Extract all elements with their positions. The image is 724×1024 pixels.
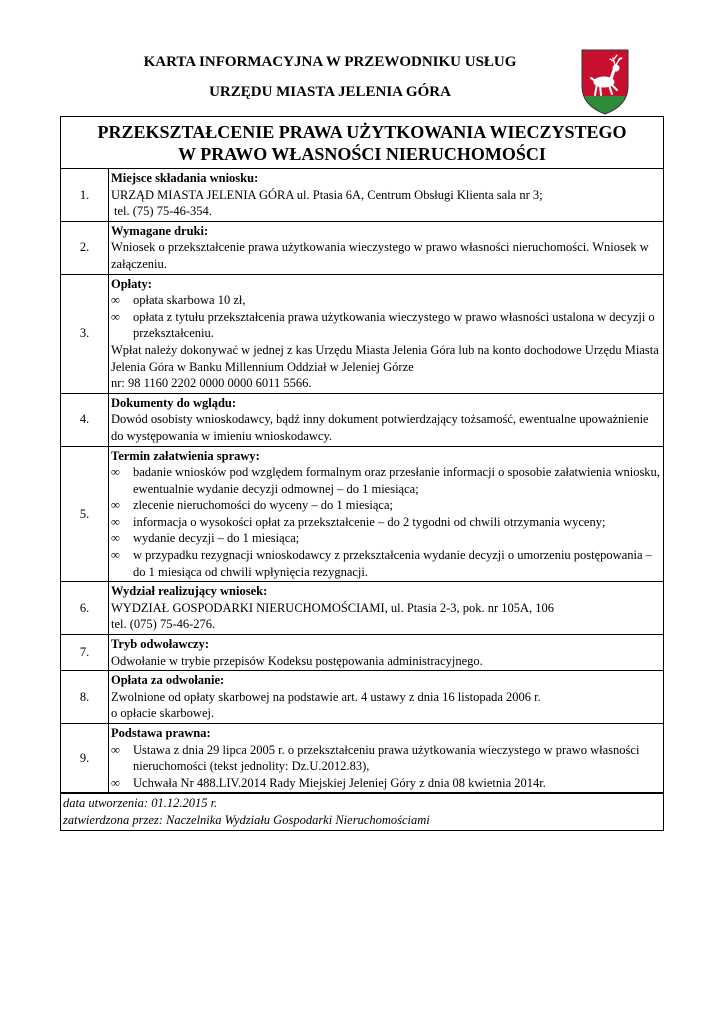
- row-number: 9.: [61, 724, 109, 793]
- list-item: ∞ informacja o wysokości opłat za przekształcenie – do 2 tygodni od chwili otrzymania wyceny;: [111, 514, 606, 529]
- row-text: tel. (075) 75-46-276.: [111, 617, 216, 632]
- row-text: tel. (75) 75-46-354.: [114, 204, 212, 219]
- table-row: [61, 446, 663, 582]
- list-item: ∞ zlecenie nieruchomości do wyceny – do 1 miesiąca;: [111, 498, 393, 513]
- row-number: 2.: [61, 221, 109, 274]
- row-label: Wymagane druki:: [111, 223, 209, 238]
- list-item: ∞ Ustawa z dnia 29 lipca 2005 r. o przekształceniu prawa użytkowania wieczystego w prawo własności nieruchomości (tekst jednolity: Dz.U.2012.83),: [111, 742, 640, 774]
- row-label: Podstawa prawna:: [111, 726, 211, 740]
- row-content: [109, 635, 664, 671]
- row-number: 8.: [61, 671, 109, 724]
- list-item: ∞ opłata skarbowa 10 zł,: [111, 293, 246, 308]
- row-label: Tryb odwoławczy:: [111, 637, 210, 652]
- row-label: Dokumenty do wglądu:: [111, 395, 237, 410]
- row-text: nr: 98 1160 2202 0000 0000 6011 5566.: [111, 376, 312, 391]
- row-text: o opłacie skarbowej.: [111, 706, 215, 721]
- row-content: [109, 724, 664, 793]
- list-item: ∞ badanie wniosków pod względem formalnym oraz przesłanie informacji o sposobie załatwienia wniosku, ewentualnie wydanie decyzji odmownej – do 1 miesiąca;: [111, 465, 660, 496]
- approved-by: zatwierdzona przez: Naczelnika Wydziału Gospodarki Nieruchomościami: [63, 812, 430, 827]
- document-title: [61, 117, 663, 169]
- row-number: 6.: [61, 582, 109, 635]
- list-item: ∞ opłata z tytułu przekształcenia prawa użytkowania wieczystego w prawo własności ustalona w decyzji o przekształceniu.: [111, 309, 655, 341]
- row-number: 1.: [61, 169, 109, 221]
- row-content: [109, 274, 664, 393]
- row-text: Wniosek o przekształcenie prawa użytkowania wieczystego w prawo własności nieruchomości. Wniosek w załączeniu.: [111, 240, 649, 271]
- infinity-bullet-icon: ∞: [111, 465, 120, 480]
- table-row: [61, 582, 663, 635]
- row-label: Opłata za odwołanie:: [111, 673, 225, 688]
- header-line-1: KARTA INFORMACYJNA W PRZEWODNIKU USŁUG: [143, 54, 517, 70]
- row-text: Odwołanie w trybie przepisów Kodeksu postępowania administracyjnego.: [111, 653, 483, 668]
- infinity-bullet-icon: ∞: [111, 742, 120, 757]
- row-number: 7.: [61, 635, 109, 671]
- infinity-bullet-icon: ∞: [111, 548, 120, 563]
- info-card: [60, 116, 664, 831]
- row-label: Wydział realizujący wniosek:: [111, 584, 268, 599]
- row-text: URZĄD MIASTA JELENIA GÓRA ul. Ptasia 6A, Centrum Obsługi Klienta sala nr 3;: [111, 187, 543, 202]
- info-table: [61, 169, 663, 793]
- row-content: [109, 446, 664, 582]
- row-label: Opłaty:: [111, 276, 152, 291]
- infinity-bullet-icon: ∞: [111, 498, 120, 513]
- infinity-bullet-icon: ∞: [111, 309, 120, 324]
- row-content: [109, 671, 664, 724]
- row-content: [109, 393, 664, 446]
- table-row: [61, 221, 663, 274]
- infinity-bullet-icon: ∞: [111, 531, 120, 546]
- table-row: [61, 274, 663, 393]
- list-item: ∞ Uchwała Nr 488.LIV.2014 Rady Miejskiej Jeleniej Góry z dnia 08 kwietnia 2014r.: [111, 775, 546, 790]
- title-line-1: PRZEKSZTAŁCENIE PRAWA UŻYTKOWANIA WIECZYSTEGO: [97, 122, 627, 142]
- row-text: Zwolnione od opłaty skarbowej na podstawie art. 4 ustawy z dnia 16 listopada 2006 r.: [111, 689, 541, 704]
- table-row: [61, 635, 663, 671]
- table-row: [61, 393, 663, 446]
- row-content: [109, 582, 664, 635]
- list-item: ∞ wydanie decyzji – do 1 miesiąca;: [111, 531, 300, 546]
- row-label: Termin załatwienia sprawy:: [111, 448, 260, 463]
- creation-date: data utworzenia: 01.12.2015 r.: [63, 796, 218, 811]
- row-text: WYDZIAŁ GOSPODARKI NIERUCHOMOŚCIAMI, ul. Ptasia 2-3, pok. nr 105A, 106: [111, 600, 555, 615]
- infinity-bullet-icon: ∞: [111, 514, 120, 529]
- row-content: [109, 169, 664, 221]
- infinity-bullet-icon: ∞: [111, 293, 120, 308]
- row-number: 5.: [61, 446, 109, 582]
- table-row: [61, 169, 663, 221]
- title-line-2: W PRAWO WŁASNOŚCI NIERUCHOMOŚCI: [178, 144, 546, 164]
- document-footer: [61, 793, 663, 829]
- infinity-bullet-icon: ∞: [111, 775, 120, 790]
- row-text: Dowód osobisty wnioskodawcy, bądź inny dokument potwierdzający tożsamość, ewentualne upoważnienie do występowania w imieniu wnioskodawcy.: [111, 412, 649, 443]
- coat-of-arms-icon: [580, 48, 630, 116]
- table-row: [61, 671, 663, 724]
- row-number: 4.: [61, 393, 109, 446]
- list-item: ∞ w przypadku rezygnacji wnioskodawcy z przekształcenia wydanie decyzji o umorzeniu postępowania – do 1 miesiąca od chwili wpłynięcia rezygnacji.: [111, 548, 652, 579]
- table-row: [61, 724, 663, 793]
- header-line-2: URZĘDU MIASTA JELENIA GÓRA: [209, 84, 451, 100]
- row-label: Miejsce składania wniosku:: [111, 171, 259, 185]
- row-content: [109, 221, 664, 274]
- row-number: 3.: [61, 274, 109, 393]
- row-text: Wpłat należy dokonywać w jednej z kas Urzędu Miasta Jelenia Góra lub na konto dochodowe Urzędu Miasta Jelenia Góra w Banku Millennium Oddział w Jeleniej Górze: [111, 342, 659, 374]
